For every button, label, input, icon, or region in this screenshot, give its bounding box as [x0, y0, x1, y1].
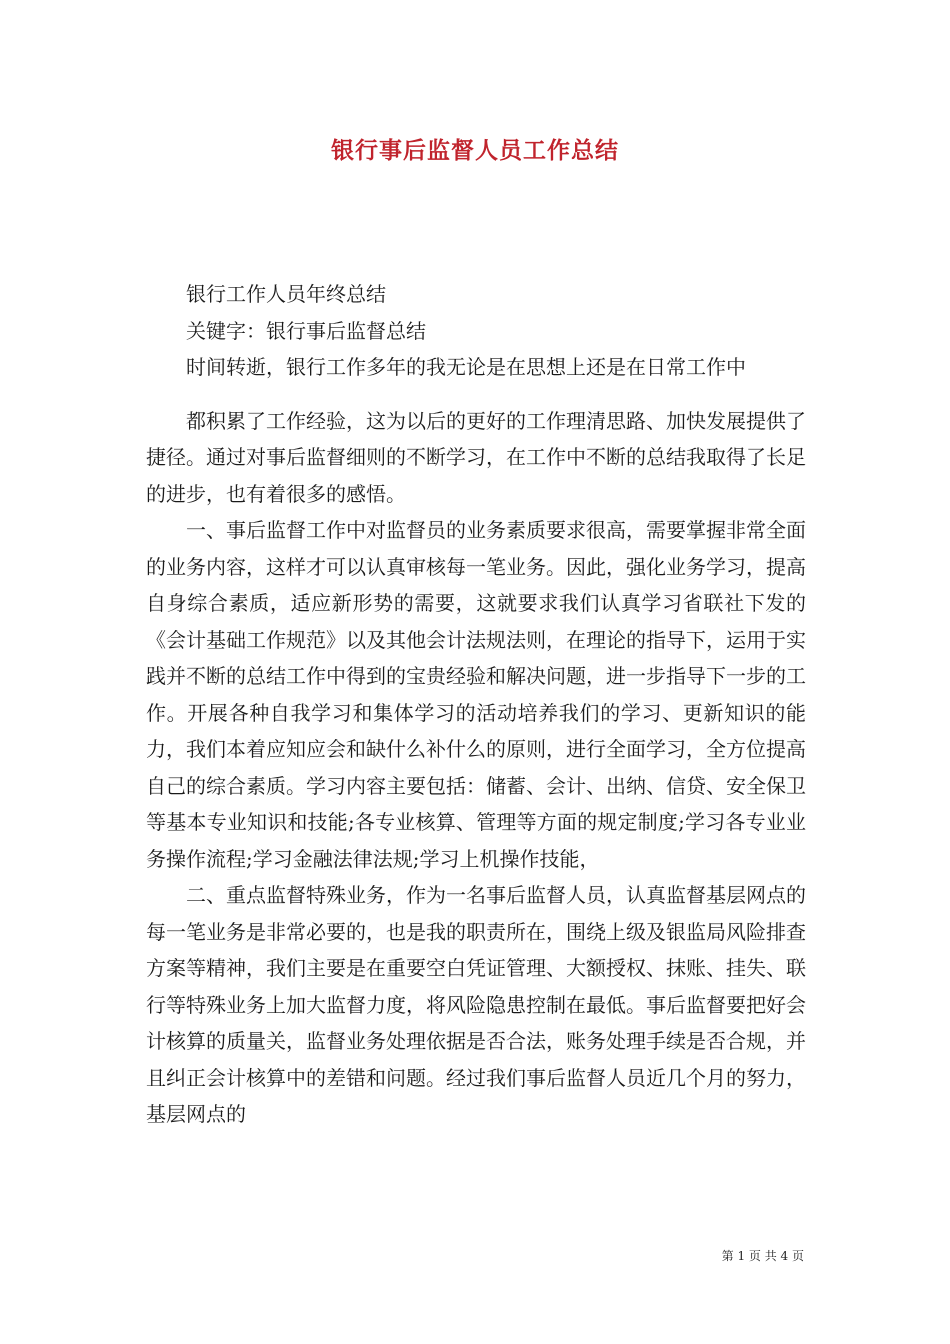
paragraph-subtitle: 银行工作人员年终总结	[186, 282, 386, 306]
paragraph-intro-continued: 都积累了工作经验，这为以后的更好的工作理清思路、加快发展提供了捷径。通过对事后监督细则的不断学习，在工作中不断的总结我取得了长足的进步，也有着很多的感悟。	[146, 408, 806, 506]
paragraph-intro: 时间转逝，银行工作多年的我无论是在思想上还是在日常工作中	[186, 355, 746, 379]
document-title: 银行事后监督人员工作总结	[331, 137, 619, 164]
page-number-footer: 第 1 页 共 4 页	[721, 1249, 804, 1263]
paragraph-section-one: 一、事后监督工作中对监督员的业务素质要求很高，需要掌握非常全面的业务内容，这样才可以认真审核每一笔业务。因此，强化业务学习，提高自身综合素质，适应新形势的需要，这就要求我们认真学习省联社下发的《会计基础工作规范》以及其他会计法规法则，在理论的指导下，运用于实践并不断的总结工作中得到的宝贵经验和解决问题，进一步指导下一步的工作。开展各种自我学习和集体学习的活动培养我们的学习、更新知识的能力，我们本着应知应会和缺什么补什么的原则，进行全面学习，全方位提高自己的综合素质。学习内容主要包括：储蓄、会计、出纳、信贷、安全保卫等基本专业知识和技能;各专业核算、管理等方面的规定制度;学习各专业业务操作流程;学习金融法律法规;学习上机操作技能，	[146, 518, 806, 871]
document-body	[146, 276, 806, 1133]
paragraph-section-two: 二、重点监督特殊业务，作为一名事后监督人员，认真监督基层网点的每一笔业务是非常必要的，也是我的职责所在，围绕上级及银监局风险排查方案等精神，我们主要是在重要空白凭证管理、大额授权、抹账、挂失、联行等特殊业务上加大监督力度，将风险隐患控制在最低。事后监督要把好会计核算的质量关，监督业务处理依据是否合法，账务处理手续是否合规，并且纠正会计核算中的差错和问题。经过我们事后监督人员近几个月的努力，基层网点的	[146, 883, 806, 1126]
paragraph-keywords: 关键字：银行事后监督总结	[186, 318, 426, 343]
